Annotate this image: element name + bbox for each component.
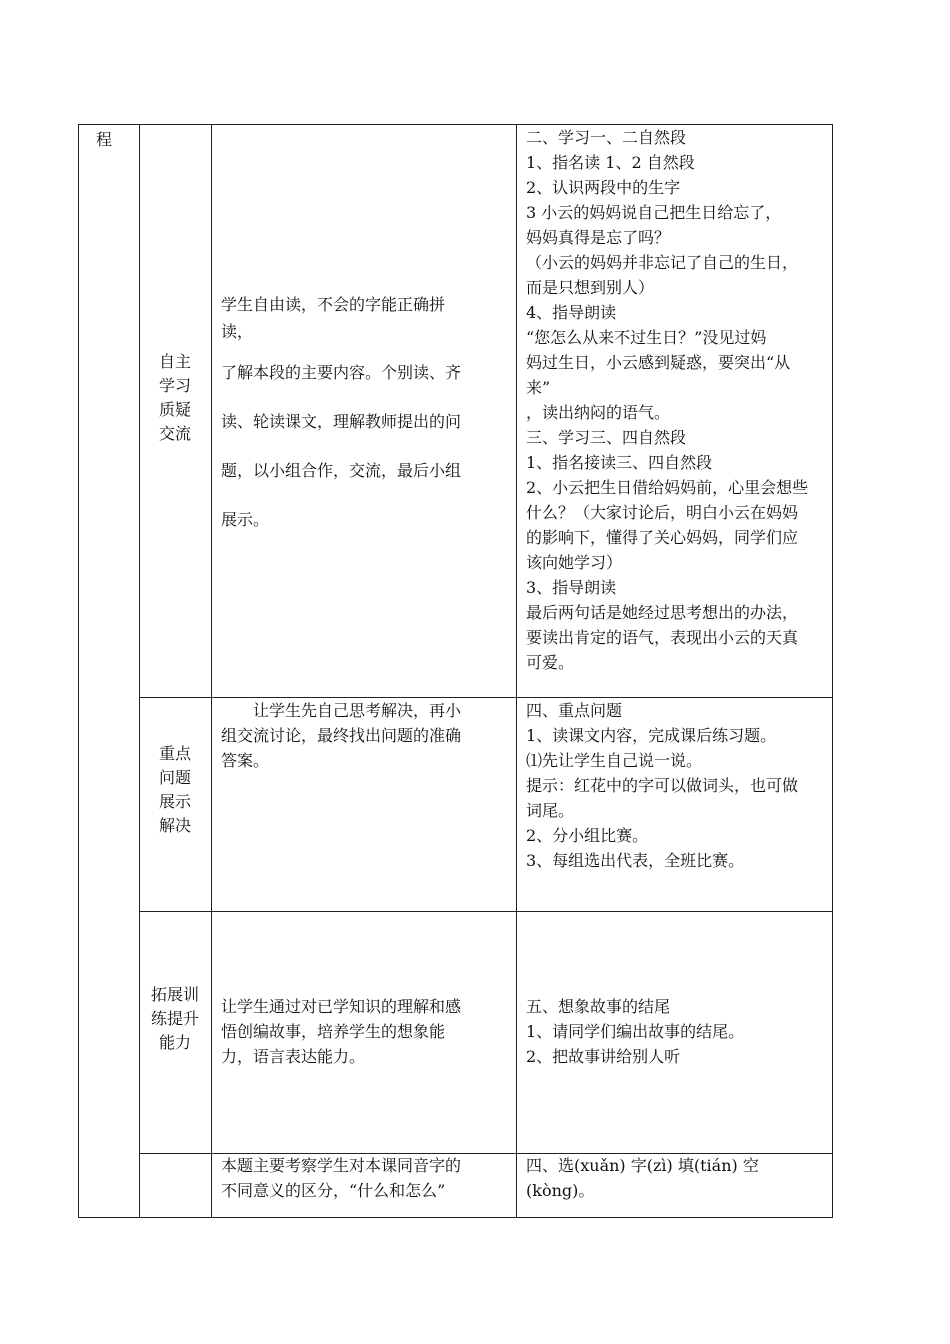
student-line: 本题主要考察学生对本课同音字的	[221, 1156, 462, 1175]
section-label-key-problems	[139, 742, 211, 838]
label-line: 问题	[158, 768, 191, 787]
teacher-line: 3、每组选出代表，全班比赛。	[526, 851, 745, 870]
teacher-line: 2、把故事讲给别人听	[526, 1047, 681, 1066]
teacher-line: 的影响下，懂得了关心妈妈，同学们应	[526, 528, 799, 547]
teacher-line: 妈过生日，小云感到疑惑，要突出“从	[526, 353, 791, 372]
student-line: 不同意义的区分，“什么和怎么”	[221, 1181, 446, 1200]
teacher-activity-self-study	[526, 125, 828, 675]
teacher-line: 来”	[526, 378, 551, 397]
teacher-line: “您怎么从来不过生日？”没见过妈	[526, 328, 767, 347]
student-line: 让学生先自己思考解决，再小	[253, 701, 462, 720]
teacher-line: 该向她学习）	[526, 553, 623, 572]
student-line: 悟创编故事，培养学生的想象能	[221, 1022, 446, 1041]
section-label-extension	[139, 983, 211, 1055]
section-label-self-study	[139, 350, 211, 446]
label-line: 拓展训	[150, 985, 199, 1004]
student-activity-key-problems	[221, 698, 511, 773]
teacher-line: 1、请同学们编出故事的结尾。	[526, 1022, 745, 1041]
label-line: 能力	[158, 1033, 191, 1052]
teacher-line: 2、分小组比赛。	[526, 826, 649, 845]
student-line: 力，语言表达能力。	[221, 1047, 366, 1066]
teacher-line: 二、学习一、二自然段	[526, 128, 687, 147]
student-line: 读，	[221, 322, 254, 341]
teacher-line: 1、指名读 1、2 自然段	[526, 153, 695, 172]
teacher-line: 2、小云把生日借给妈妈前，心里会想些	[526, 478, 809, 497]
teacher-line: 1、指名接读三、四自然段	[526, 453, 713, 472]
teacher-line: 四、重点问题	[526, 701, 623, 720]
teacher-line: 3、指导朗读	[526, 578, 617, 597]
teacher-line: 要读出肯定的语气，表现出小云的天真	[526, 628, 799, 647]
teacher-line: 四、选(xuǎn) 字(zì) 填(tián) 空	[526, 1156, 759, 1175]
student-line: 读、轮读课文，理解教师提出的问	[221, 412, 462, 431]
teacher-line: 词尾。	[526, 801, 575, 820]
label-line: 练提升	[150, 1009, 199, 1028]
student-activity-self-study	[221, 286, 511, 538]
teacher-line: 2、认识两段中的生字	[526, 178, 681, 197]
student-line: 学生自由读，不会的字能正确拼	[221, 295, 446, 314]
teacher-line: (kòng)。	[526, 1181, 595, 1200]
teacher-line: 最后两句话是她经过思考想出的办法，	[526, 603, 799, 622]
teacher-activity-key-problems	[526, 698, 828, 873]
label-line: 展示	[158, 792, 191, 811]
teacher-line: 3 小云的妈妈说自己把生日给忘了，	[526, 203, 782, 222]
teacher-line: 五、想象故事的结尾	[526, 997, 671, 1016]
label-line: 交流	[158, 424, 191, 443]
column-divider-2	[211, 124, 212, 1218]
row-divider-2	[139, 911, 833, 912]
label-line: 自主	[158, 352, 191, 371]
process-label: 程	[96, 130, 113, 149]
student-line: 答案。	[221, 751, 270, 770]
label-line: 质疑	[158, 400, 191, 419]
teacher-line: 4、指导朗读	[526, 303, 617, 322]
student-line: 组交流讨论，最终找出问题的准确	[221, 726, 462, 745]
label-line: 重点	[158, 744, 191, 763]
student-activity-extension	[221, 994, 511, 1069]
teacher-line: 三、学习三、四自然段	[526, 428, 687, 447]
teacher-activity-homophones	[526, 1153, 828, 1203]
student-line: 题，以小组合作，交流，最后小组	[221, 461, 462, 480]
student-line: 了解本段的主要内容。个别读、齐	[221, 363, 462, 382]
teacher-line: （小云的妈妈并非忘记了自己的生日，	[526, 253, 799, 272]
teacher-line: 妈妈真得是忘了吗？	[526, 228, 671, 247]
teacher-line: ⑴先让学生自己说一说。	[526, 751, 703, 770]
column-divider-3	[516, 124, 517, 1218]
label-line: 学习	[158, 376, 191, 395]
teacher-line: ，读出纳闷的语气。	[526, 403, 671, 422]
teacher-line: 1、读课文内容，完成课后练习题。	[526, 726, 777, 745]
teacher-line: 提示：红花中的字可以做词头，也可做	[526, 776, 799, 795]
teacher-line: 什么？（大家讨论后，明白小云在妈妈	[526, 503, 799, 522]
student-activity-homophones	[221, 1153, 511, 1203]
student-line: 展示。	[221, 510, 270, 529]
teacher-line: 而是只想到别人）	[526, 278, 655, 297]
student-line: 让学生通过对已学知识的理解和感	[221, 997, 462, 1016]
teacher-activity-extension	[526, 994, 828, 1069]
label-line: 解决	[158, 816, 191, 835]
teacher-line: 可爱。	[526, 653, 575, 672]
